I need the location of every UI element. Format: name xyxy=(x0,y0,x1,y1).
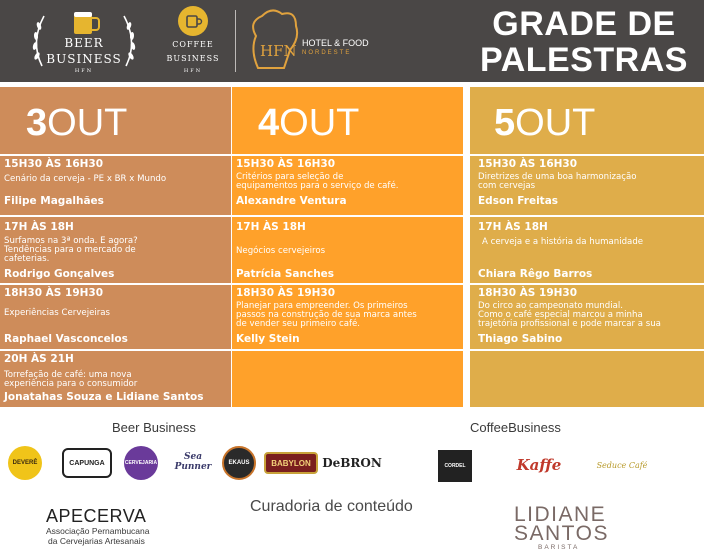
session-time: 18H30 ÀS 19H30 xyxy=(236,287,336,299)
title-line2: PALESTRAS xyxy=(480,41,688,79)
session-slot xyxy=(236,217,461,283)
apecerva-name: APECERVA xyxy=(46,506,147,526)
beer-mug-icon xyxy=(74,12,99,34)
coffee-logo-line3: HFN xyxy=(183,68,203,74)
session-speaker: Chiara Rêgo Barros xyxy=(478,268,593,280)
session-speaker: Raphael Vasconcelos xyxy=(4,333,128,345)
session-speaker: Alexandre Ventura xyxy=(236,195,347,207)
session-slot xyxy=(4,156,229,214)
session-slot xyxy=(4,351,229,407)
session-time: 18H30 ÀS 19H30 xyxy=(478,287,578,299)
beer-business-logo xyxy=(28,6,140,78)
session-topic: Do circo ao campeonato mundial. Como o café especial marcou a minha trajetória profissional e pode marcar a sua xyxy=(478,301,661,329)
session-topic: Critérios para seleção de equipamentos para o serviço de café. xyxy=(236,172,399,191)
session-slot xyxy=(4,217,229,283)
session-topic: Surfamos na 3ª onda. E agora? Tendências para o mercado de cafeterias. xyxy=(4,236,138,264)
session-speaker: Patrícia Sanches xyxy=(236,268,335,280)
beer-logo-line2: BUSINESS xyxy=(46,52,122,66)
session-speaker: Kelly Stein xyxy=(236,333,300,345)
sponsor-logo-ekaus: EKAUS xyxy=(222,446,256,480)
session-topic: Negócios cervejeiros xyxy=(236,246,326,256)
session-topic: Torrefação de café: uma nova experiência para o consumidor xyxy=(4,370,138,389)
session-slot xyxy=(236,156,461,214)
slot-separator xyxy=(232,349,463,351)
day-date xyxy=(470,101,704,145)
sponsor-logo-kaffe: Kaffe xyxy=(516,456,562,474)
hfn-logo-line2: NORDESTE xyxy=(302,50,352,56)
hfn-letters: HFN xyxy=(260,42,297,60)
session-slot xyxy=(478,217,702,283)
sponsor-logo-seduce-cafe: Seduce Café xyxy=(596,460,648,470)
session-time: 17H ÀS 18H xyxy=(478,221,548,233)
sponsor-logo-cervejaria: CERVEJARIA xyxy=(124,446,158,480)
beer-business-label: Beer Business xyxy=(112,420,196,435)
session-speaker: Jonatahas Souza e Lidiane Santos xyxy=(4,391,204,403)
session-slot xyxy=(4,285,229,347)
hfn-logo-line1: HOTEL & FOOD xyxy=(302,38,369,48)
sponsor-logo-sea-punner: Sea Punner xyxy=(174,452,212,472)
day-month: OUT xyxy=(515,102,596,144)
coffee-logo-line2: BUSINESS xyxy=(166,54,220,63)
day-column-4-out xyxy=(232,87,463,407)
session-topic: Cenário da cerveja - PE x BR x Mundo xyxy=(4,174,167,184)
beer-logo-line1: BEER xyxy=(64,36,104,50)
session-speaker: Rodrigo Gonçalves xyxy=(4,268,115,280)
session-slot xyxy=(478,285,702,347)
session-time: 18H30 ÀS 19H30 xyxy=(4,287,104,299)
sponsor-logo-debron: DeBRON xyxy=(322,456,382,470)
lidiane-line1: LIDIANE xyxy=(514,503,607,526)
session-topic: Experiências Cervejeiras xyxy=(4,308,111,318)
curadoria-label: Curadoria de conteúdo xyxy=(250,498,413,515)
sponsor-logo-capunga: CAPUNGA xyxy=(62,448,112,478)
page-title xyxy=(466,6,702,78)
session-slot xyxy=(478,156,702,214)
session-time: 17H ÀS 18H xyxy=(236,221,306,233)
sponsor-logo-babylon: BABYLON xyxy=(264,452,318,474)
day-number: 3 xyxy=(26,102,48,144)
day-number: 4 xyxy=(258,102,280,144)
title-line1: GRADE DE xyxy=(492,5,676,43)
session-topic: Diretrizes de uma boa harmonização com cervejas xyxy=(478,172,637,191)
lidiane-line3: BARISTA xyxy=(538,544,580,551)
session-speaker: Edson Freitas xyxy=(478,195,559,207)
hotel-food-nordeste-logo xyxy=(244,6,384,76)
apecerva-sub2: da Cervejarias Artesanais xyxy=(48,536,145,546)
beer-logo-line3: HFN xyxy=(74,68,94,74)
session-topic: Planejar para empreender. Os primeiros passos na construção de sua marca antes de vender seu primeiro café. xyxy=(236,301,417,329)
session-speaker: Thiago Sabino xyxy=(478,333,563,345)
sponsor-logo-devere: DEVERÊ xyxy=(8,446,42,480)
session-time: 15H30 ÀS 16H30 xyxy=(478,158,578,170)
day-column-5-out xyxy=(470,87,704,407)
session-topic: A cerveja e a história da humanidade xyxy=(482,237,644,247)
header-banner xyxy=(0,0,704,82)
session-time: 17H ÀS 18H xyxy=(4,221,74,233)
day-date xyxy=(232,101,463,145)
lidiane-line2: SANTOS xyxy=(514,522,609,545)
session-time: 15H30 ÀS 16H30 xyxy=(236,158,336,170)
session-slot xyxy=(236,285,461,347)
apecerva-sub1: Associação Pernambucana xyxy=(46,526,150,536)
day-month: OUT xyxy=(279,102,360,144)
slot-separator xyxy=(470,349,704,351)
header-divider xyxy=(235,10,236,72)
coffee-logo-line1: COFFEE xyxy=(172,40,214,49)
day-date xyxy=(0,101,231,145)
chef-hat-icon xyxy=(244,6,304,76)
coffee-business-logo xyxy=(160,6,226,78)
sponsor-logo-cordel: CORDEL xyxy=(438,450,472,482)
session-speaker: Filipe Magalhães xyxy=(4,195,104,207)
session-time: 15H30 ÀS 16H30 xyxy=(4,158,104,170)
session-time: 20H ÀS 21H xyxy=(4,353,74,365)
coffee-business-label: CoffeeBusiness xyxy=(470,420,561,435)
day-column-3-out xyxy=(0,87,231,407)
day-number: 5 xyxy=(494,102,516,144)
day-month: OUT xyxy=(47,102,128,144)
coffee-cup-icon xyxy=(178,6,208,36)
